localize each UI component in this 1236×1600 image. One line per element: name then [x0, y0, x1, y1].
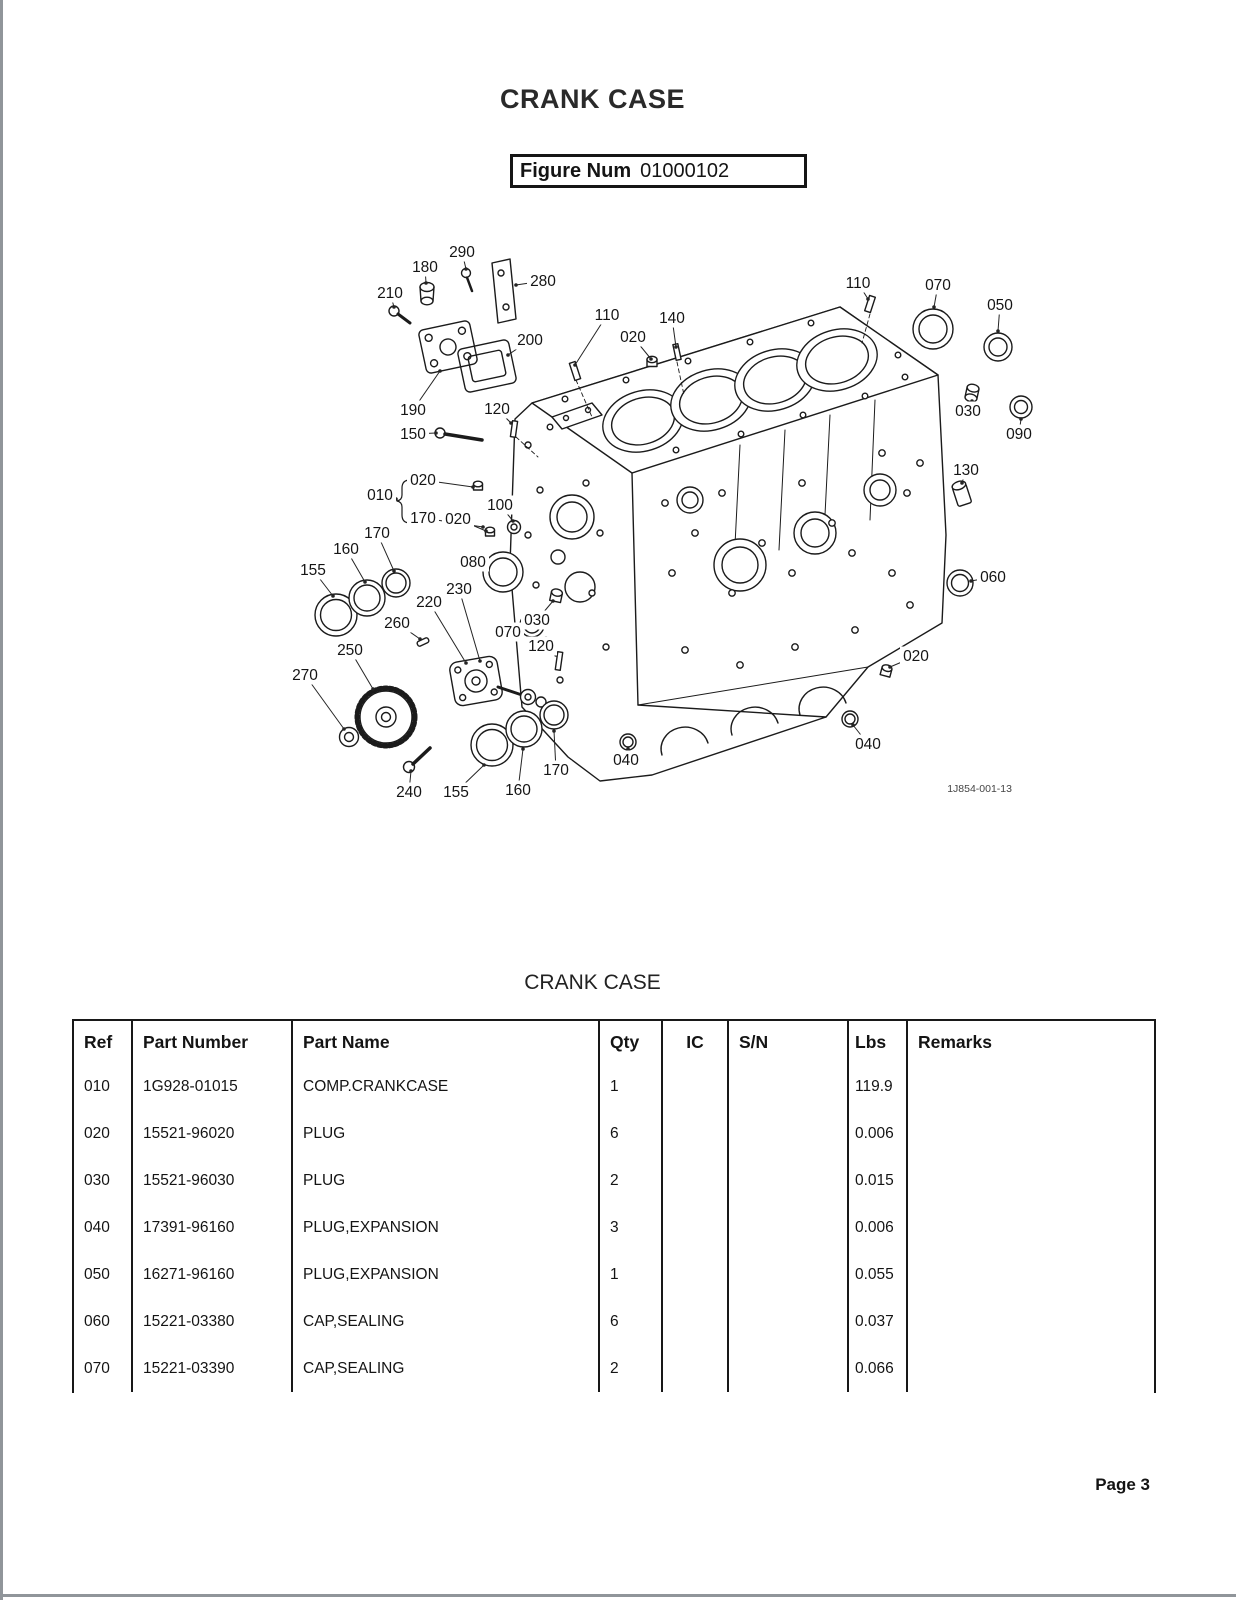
part-cap-070-top: [913, 309, 953, 349]
leader-dot: [851, 723, 855, 727]
leader-dot: [363, 580, 367, 584]
callout-label: 070: [925, 277, 951, 294]
leader-dot: [514, 283, 518, 287]
callout-label: 290: [449, 244, 475, 261]
table-row: [74, 1157, 1156, 1204]
crankcase-exploded-view: [270, 235, 1060, 815]
leader-dot: [342, 727, 346, 731]
table-cell: [907, 1110, 1156, 1157]
table-cell: PLUG: [292, 1157, 599, 1204]
leader-dot: [960, 481, 964, 485]
column-header-partnumber: Part Number: [132, 1021, 292, 1063]
part-bearing-160-upper: [349, 580, 385, 616]
table-cell: [728, 1251, 848, 1298]
table-cell: 050: [74, 1251, 132, 1298]
parts-table-grid: [74, 1021, 1156, 1392]
table-cell: 020: [74, 1110, 132, 1157]
callout-label: 120: [484, 401, 510, 418]
table-cell: [728, 1298, 848, 1345]
leader-dot: [331, 594, 335, 598]
callout-label: 040: [855, 736, 881, 753]
table-cell: 119.9: [848, 1063, 907, 1110]
column-header-ic: IC: [662, 1021, 728, 1063]
table-cell: PLUG,EXPANSION: [292, 1251, 599, 1298]
leader-dot: [409, 769, 413, 773]
leader-dot: [969, 579, 973, 583]
table-cell: 15221-03380: [132, 1298, 292, 1345]
table-cell: 0.037: [848, 1298, 907, 1345]
table-cell: 17391-96160: [132, 1204, 292, 1251]
figure-number-box: [510, 154, 807, 188]
table-cell: 3: [599, 1204, 662, 1251]
callout-label: 020: [620, 329, 646, 346]
leader-dot: [484, 529, 488, 533]
leader-dot: [932, 305, 936, 309]
callout-label: 140: [659, 310, 685, 327]
column-header-ref: Ref: [74, 1021, 132, 1063]
leader-dot: [506, 353, 510, 357]
table-row: [74, 1251, 1156, 1298]
table-cell: 15221-03390: [132, 1345, 292, 1392]
column-header-remarks: Remarks: [918, 1031, 992, 1052]
table-cell: 0.015: [848, 1157, 907, 1204]
callout-label: 160: [333, 541, 359, 558]
table-cell: 040: [74, 1204, 132, 1251]
part-plug-050: [984, 333, 1012, 361]
callout-label: 090: [1006, 426, 1032, 443]
table-cell: [662, 1063, 728, 1110]
table-cell: [907, 1298, 1156, 1345]
table-cell: 15521-96020: [132, 1110, 292, 1157]
table-cell: [728, 1110, 848, 1157]
callout-label: 170: [543, 762, 569, 779]
scan-edge-artifact-bottom: [0, 1594, 1236, 1597]
part-bearing-170-lower: [540, 701, 568, 729]
callout-label: 030: [955, 403, 981, 420]
table-cell: 16271-96160: [132, 1251, 292, 1298]
callout-label: 155: [300, 562, 326, 579]
table-cell: PLUG,EXPANSION: [292, 1204, 599, 1251]
leader-dot: [392, 305, 396, 309]
table-row: [74, 1298, 1156, 1345]
table-cell: 6: [599, 1110, 662, 1157]
table-cell: 010: [74, 1063, 132, 1110]
table-cell: 1: [599, 1063, 662, 1110]
callout-label: 020: [903, 648, 929, 665]
diagram-code: 1J854-001-13: [947, 783, 1012, 795]
table-cell: [728, 1204, 848, 1251]
leader-dot: [521, 747, 525, 751]
part-bearing-160-lower: [506, 711, 542, 747]
leader-dot: [418, 637, 422, 641]
callout-label: 010: [367, 487, 393, 504]
callout-label: 280: [530, 273, 556, 290]
part-bolt-210: [389, 306, 410, 323]
table-row: [74, 1345, 1156, 1392]
callout-label: 170: [364, 525, 390, 542]
part-stud-180: [420, 283, 434, 305]
leader-dot: [1019, 417, 1023, 421]
part-bolt-150: [435, 428, 482, 440]
callout-label: 250: [337, 642, 363, 659]
callout-label: 210: [377, 285, 403, 302]
table-cell: 060: [74, 1298, 132, 1345]
exploded-diagram: [270, 235, 1060, 815]
table-cell: 070: [74, 1345, 132, 1392]
table-cell: CAP,SEALING: [292, 1298, 599, 1345]
part-bolt-240: [404, 748, 431, 773]
callout-label: 050: [987, 297, 1013, 314]
callout-label: 020: [445, 511, 471, 528]
column-header-sn: S/N: [728, 1021, 848, 1063]
table-cell: [728, 1063, 848, 1110]
callout-label: 070: [495, 624, 521, 641]
table-cell: [728, 1345, 848, 1392]
table-cell: [662, 1251, 728, 1298]
leader-dot: [573, 363, 577, 367]
callout-label: 110: [594, 307, 620, 324]
leader-dot: [464, 267, 468, 271]
table-cell: 2: [599, 1345, 662, 1392]
leader-dot: [481, 525, 485, 529]
table-cell: 2: [599, 1157, 662, 1204]
part-plug-040-right: [842, 711, 858, 727]
callout-label: 170: [410, 510, 436, 527]
table-title: CRANK CASE: [524, 971, 661, 994]
part-bracket-280: [492, 259, 516, 323]
table-cell: 6: [599, 1298, 662, 1345]
part-stud-110-right: [865, 295, 876, 312]
leader-dot: [424, 281, 428, 285]
table-cell: [662, 1345, 728, 1392]
callout-label: 150: [400, 426, 426, 443]
callout-label: 220: [416, 594, 442, 611]
table-row: [74, 1063, 1156, 1110]
leader-dot: [464, 661, 468, 665]
table-cell: 1G928-01015: [132, 1063, 292, 1110]
leader-dot: [888, 665, 892, 669]
part-washer-270: [340, 728, 359, 747]
leader-dot: [866, 297, 870, 301]
leader-dot: [471, 485, 475, 489]
table-cell: COMP.CRANKCASE: [292, 1063, 599, 1110]
callout-label: 160: [505, 782, 531, 799]
callout-label: 230: [446, 581, 472, 598]
table-cell: 030: [74, 1157, 132, 1204]
leader-dot: [482, 763, 486, 767]
table-cell: 0.055: [848, 1251, 907, 1298]
table-cell: CAP,SEALING: [292, 1345, 599, 1392]
leader-dot: [626, 747, 630, 751]
table-cell: [662, 1157, 728, 1204]
leader-dot: [649, 357, 653, 361]
callout-label: 190: [400, 402, 426, 419]
part-gear-250: [357, 688, 415, 746]
table-cell: 0.066: [848, 1345, 907, 1392]
callout-label: 030: [524, 612, 550, 629]
leader-dot: [674, 345, 678, 349]
table-cell: 15521-96030: [132, 1157, 292, 1204]
leader-dot: [371, 687, 375, 691]
leader-dot: [438, 369, 442, 373]
callout-label: 200: [517, 332, 543, 349]
part-bearing-170-upper: [382, 569, 410, 597]
callout-label: 180: [412, 259, 438, 276]
callout-label: 155: [443, 784, 469, 801]
table-cell: [662, 1110, 728, 1157]
figure-label: Figure Num: [520, 159, 632, 182]
leader-line: [459, 589, 480, 661]
column-header-partname: Part Name: [292, 1021, 599, 1063]
callout-label: 270: [292, 667, 318, 684]
table-cell: [907, 1204, 1156, 1251]
table-cell: [907, 1345, 1156, 1392]
table-cell: [907, 1063, 1156, 1110]
table-row: [74, 1110, 1156, 1157]
page-title: CRANK CASE: [499, 84, 685, 114]
table-cell: 0.006: [848, 1204, 907, 1251]
leader-dot: [509, 421, 513, 425]
page-number: Page 3: [1095, 1475, 1150, 1494]
part-screw-290: [462, 269, 473, 292]
figure-number: 01000102: [640, 159, 730, 182]
part-cap-060: [947, 570, 973, 596]
parts-table: [72, 1019, 1156, 1393]
callout-label: 040: [613, 752, 639, 769]
table-cell: 0.006: [848, 1110, 907, 1157]
callout-label: 110: [845, 275, 871, 292]
column-header-qty: Qty: [599, 1021, 662, 1063]
column-header-lbs: Lbs: [848, 1021, 907, 1063]
table-cell: [662, 1298, 728, 1345]
leader-dot: [392, 569, 396, 573]
part-ring-090: [1010, 396, 1032, 418]
leader-dot: [434, 431, 438, 435]
table-cell: [728, 1157, 848, 1204]
leader-dot: [511, 519, 515, 523]
table-body: [74, 1063, 1156, 1392]
table-cell: [662, 1204, 728, 1251]
callout-label: 240: [396, 784, 422, 801]
table-header-row: [74, 1021, 1156, 1063]
table-cell: PLUG: [292, 1110, 599, 1157]
table-row: [74, 1204, 1156, 1251]
leader-dot: [552, 729, 556, 733]
table-cell: 1: [599, 1251, 662, 1298]
scan-edge-artifact-left: [0, 0, 3, 1600]
callout-label: 100: [487, 497, 513, 514]
callout-label: 020: [410, 472, 436, 489]
table-cell: [907, 1157, 1156, 1204]
leader-dot: [996, 329, 1000, 333]
callout-label: 260: [384, 615, 410, 632]
leader-dot: [478, 659, 482, 663]
callout-label: 060: [980, 569, 1006, 586]
callout-label: 130: [953, 462, 979, 479]
callout-label: 080: [460, 554, 486, 571]
callout-label: 120: [528, 638, 554, 655]
part-plug-020-left: [474, 481, 483, 490]
leader-dot: [551, 599, 555, 603]
table-cell: [907, 1251, 1156, 1298]
